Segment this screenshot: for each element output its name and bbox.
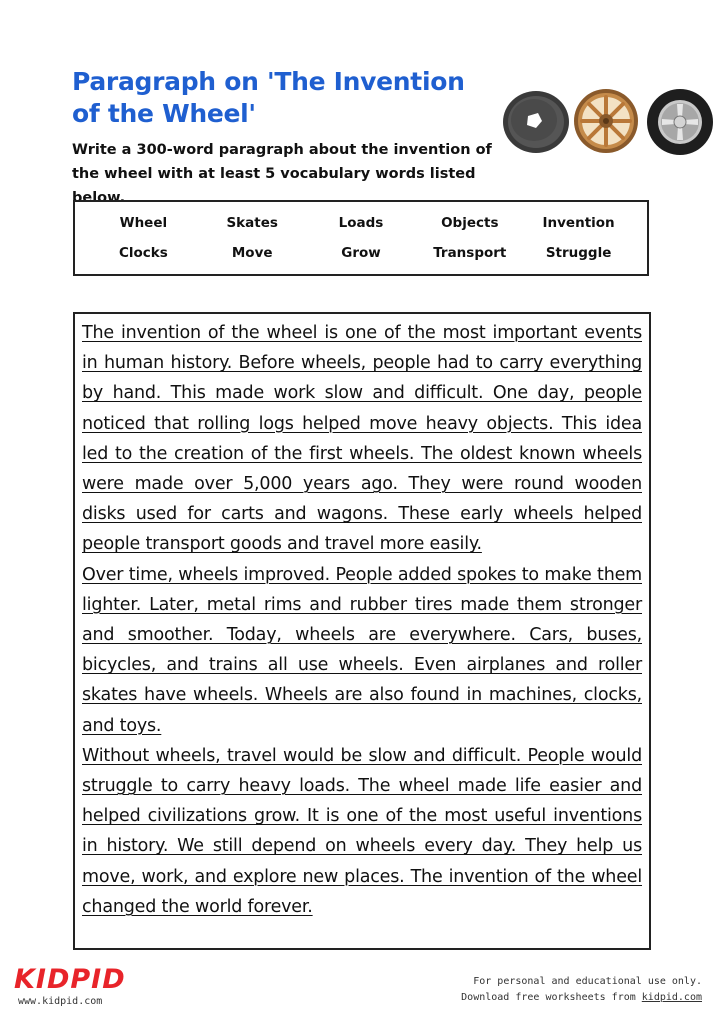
logo-text: KIDPID [14, 964, 126, 995]
vocab-word: Loads [338, 215, 384, 231]
page-title: Paragraph on 'The Invention of the Wheel' [72, 67, 465, 128]
footer-notice [461, 974, 702, 1006]
footer-download-text: Download free worksheets from [461, 992, 642, 1003]
footer-line-usage: For personal and educational use only. [473, 976, 702, 987]
essay-paragraph-2: Over time, wheels improved. People added spokes to make them lighter. Later, metal rims and rubber tires made them stronger and smoother. Today, wheels are everywhere. Cars, buses, bicycles, and trains all use wheels. Even airplanes and roller skates have wheels. Wheels are also found in machines, clocks, and toys. [82, 564, 642, 736]
vocabulary-box [73, 200, 649, 276]
footer-kidpid-link[interactable]: kidpid.com [641, 992, 702, 1003]
vocab-word: Skates [226, 215, 278, 231]
instructions-text: Write a 300-word paragraph about the invention of the wheel with at least 5 vocabulary words listed below. [72, 142, 492, 206]
vocab-word: Invention [542, 215, 615, 231]
vocab-word: Grow [341, 245, 381, 261]
vocab-word: Clocks [118, 245, 168, 261]
essay-box [73, 312, 651, 950]
kidpid-logo[interactable] [14, 966, 126, 1007]
stone-wheel-icon [503, 91, 569, 153]
footer-line-download [461, 990, 702, 1006]
logo-url[interactable]: www.kidpid.com [18, 996, 103, 1007]
vocab-word: Objects [441, 215, 499, 231]
vocab-word: Struggle [545, 245, 612, 261]
wheels-illustration [500, 86, 722, 156]
wooden-spoked-wheel-icon [574, 89, 638, 153]
car-tire-wheel-icon [647, 89, 713, 155]
vocab-word: Move [231, 245, 273, 261]
vocab-word: Wheel [119, 215, 168, 231]
essay-paragraph-3: Without wheels, travel would be slow and difficult. People would struggle to carry heavy loads. The wheel made life easier and helped civilizations grow. It is one of the most useful inventions in history. We still depend on wheels every day. They help us move, work, and explore new places. The invention of the wheel changed the world forever. [82, 745, 642, 917]
essay-paragraph-1: The invention of the wheel is one of the most important events in human history. Before wheels, people had to carry everything by hand. This made work slow and difficult. One day, people noticed that rolling logs helped move heavy objects. This idea led to the creation of the first wheels. The oldest known wheels were made over 5,000 years ago. They were round wooden disks used for carts and wagons. These early wheels helped people transport goods and travel more easily. [82, 323, 642, 555]
vocab-word: Transport [433, 245, 507, 261]
